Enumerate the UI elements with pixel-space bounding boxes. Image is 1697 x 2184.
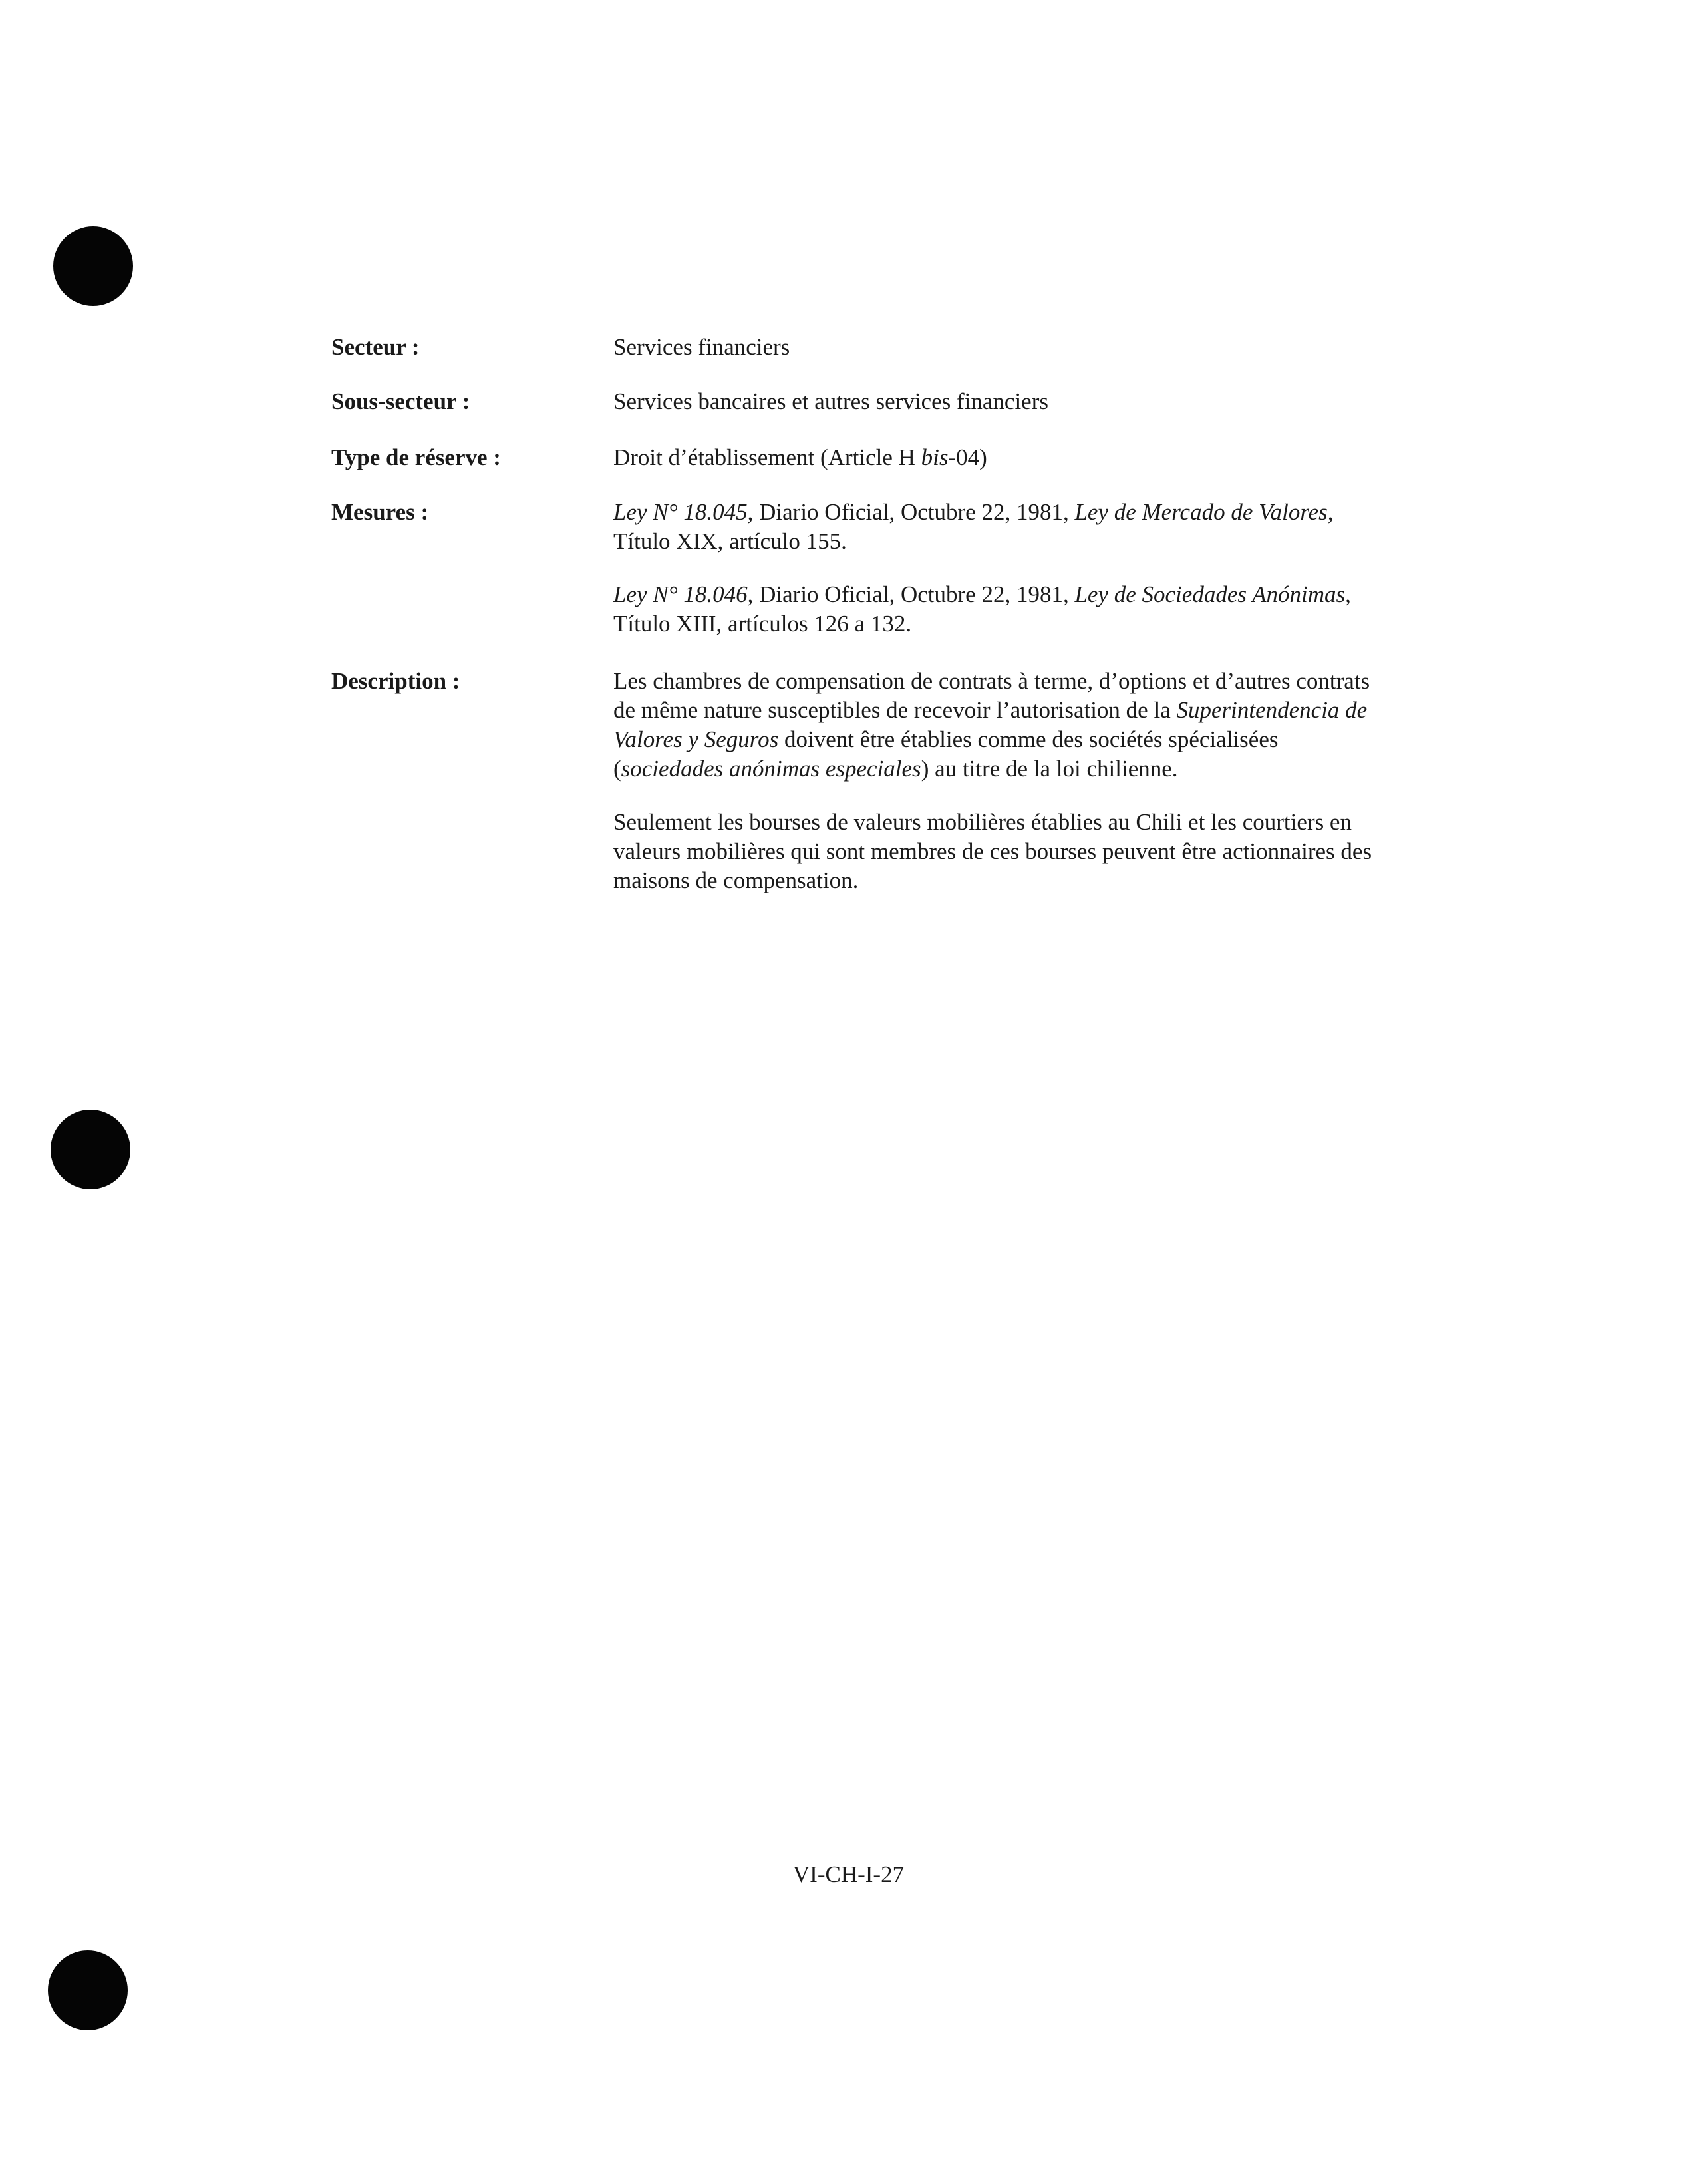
binder-hole-middle	[51, 1110, 130, 1189]
mesure-1-title: Ley de Mercado de Valores	[1074, 499, 1328, 525]
description-paragraph-1	[613, 667, 1392, 784]
mesures-value	[613, 498, 1392, 639]
secteur-value: Services financiers	[613, 334, 790, 360]
desc-p1-em-a: Superintendencia de Valores y Seguros	[613, 697, 1368, 752]
type-reserve-label: Type de réserve :	[331, 444, 501, 470]
desc-p1-em-b: sociedades anónimas especiales	[621, 756, 921, 782]
mesure-2-text-a: , Diario Oficial, Octubre 22, 1981,	[747, 581, 1075, 607]
type-reserve-text-em: bis	[921, 444, 949, 470]
desc-p1-text-b: doivent être établies comme des sociétés spécialisées (	[613, 726, 1279, 782]
mesure-1-text-b: , Título XIX, artículo 155.	[613, 499, 1334, 554]
desc-p1-text-c: ) au titre de la loi chilienne.	[921, 756, 1178, 782]
mesure-1	[613, 498, 1392, 556]
binder-hole-top	[53, 226, 133, 306]
mesures-label: Mesures :	[331, 499, 429, 525]
sous-secteur-value: Services bancaires et autres services financiers	[613, 389, 1048, 414]
mesure-2-text-b: , Título XIII, artículos 126 a 132.	[613, 581, 1351, 637]
mesure-2-law: Ley N° 18.046	[613, 581, 748, 607]
description-label: Description :	[331, 668, 460, 694]
secteur-label: Secteur :	[331, 334, 420, 360]
description-paragraph-2: Seulement les bourses de valeurs mobilières établies au Chili et les courtiers en valeurs mobilières qui sont membres de ces bourses peuvent être actionnaires des maisons de compensation.	[613, 809, 1372, 893]
type-reserve-value	[613, 443, 1392, 472]
mesure-1-law: Ley N° 18.045	[613, 499, 748, 525]
desc-p1-text-a: Les chambres de compensation de contrats à terme, d’options et d’autres contrats de même nature susceptibles de recevoir l’autorisation de la	[613, 668, 1370, 723]
mesure-2	[613, 580, 1392, 639]
description-value	[613, 667, 1392, 895]
type-reserve-text-post: -04)	[948, 444, 987, 470]
sous-secteur-label: Sous-secteur :	[331, 389, 470, 414]
page-reference: VI-CH-I-27	[792, 1861, 905, 1887]
mesure-1-text-a: , Diario Oficial, Octubre 22, 1981,	[747, 499, 1075, 525]
binder-hole-bottom	[48, 1950, 128, 2030]
type-reserve-text-pre: Droit d’établissement (Article H	[613, 444, 921, 470]
mesure-2-title: Ley de Sociedades Anónimas	[1074, 581, 1346, 607]
